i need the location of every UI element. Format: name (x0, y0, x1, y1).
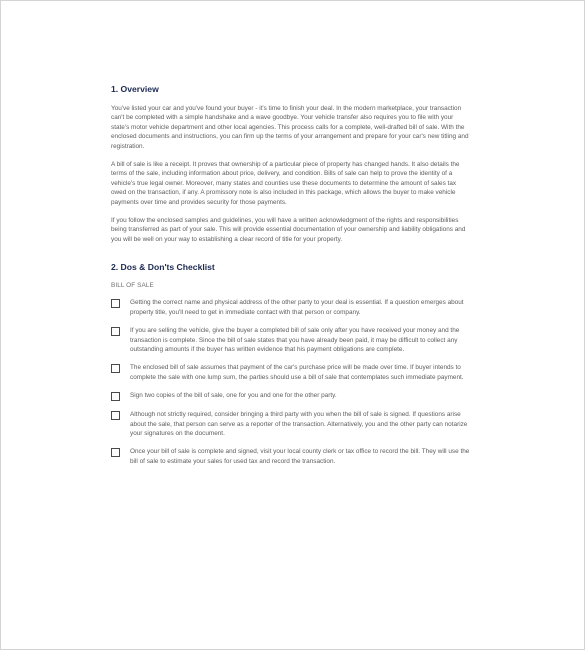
checkbox-5[interactable] (111, 411, 120, 420)
checklist-heading: 2. Dos & Don'ts Checklist (111, 262, 215, 273)
checklist-item-text: Sign two copies of the bill of sale, one for you and one for the other party. (130, 392, 337, 400)
checklist-item-text: Although not strictly required, consider bringing a third party with you when the bill of sale is signed. If questions arise about the sale, that person can serve as a reporter of the transaction. Alternatively, you and the other party can notarize your signatures on the document. (130, 411, 468, 437)
checklist-item (111, 298, 471, 317)
overview-paragraph-3: If you follow the enclosed samples and guidelines, you will have a written acknowledgment of the rights and responsibilities being transferred as part of your sale. This will provide essential documentation of your ownership and liability obligations and you will be well on your way to establishing a clear record of title for your property. (111, 217, 466, 243)
checklist-item-text: Getting the correct name and physical address of the other party to your deal is essential. If a question emerges about property title, you'll need to get in immediate contact with that person or company. (130, 299, 464, 316)
document-content (111, 83, 471, 475)
checklist-item (111, 447, 471, 466)
checkbox-6[interactable] (111, 448, 120, 457)
checklist-item (111, 410, 471, 438)
checklist-item-text: The enclosed bill of sale assumes that payment of the car's purchase price will be made over time. If buyer intends to complete the sale with one lump sum, the parties should use a bill of sale that contemplates such immediate payment. (130, 364, 464, 381)
checklist-item-text: If you are selling the vehicle, give the buyer a completed bill of sale only after you have received your money and the transaction is complete. Since the bill of sale states that you have already been paid, it may be difficult to collect any outstanding amounts if the buyer has written evidence that his payment obligations are complete. (130, 327, 460, 353)
overview-paragraph-1: You've listed your car and you've found your buyer - it's time to finish your deal. In the modern marketplace, your transaction can't be completed with a simple handshake and a wave goodbye. Your vehicle transfer also requires you to file with your state's motor vehicle department and other local agencies. This process calls for a complete, well-drafted bill of sale. With the enclosed documents and instructions, you can firm up the terms of your arrangement and prepare for your car's new titling and registration. (111, 105, 469, 150)
overview-paragraph-2: A bill of sale is like a receipt. It proves that ownership of a particular piece of property has changed hands. It also details the terms of the sale, including information about price, delivery, and condition. Bills of sale can help to prove the identity of a vehicle's true legal owner. Moreover, many states and counties use these documents to determine the amount of sales tax owed on the transaction, if any. A promissory note is also included in this package, which allows the buyer to make vehicle payments over time and provides security for those payments. (111, 161, 460, 206)
checkbox-2[interactable] (111, 327, 120, 336)
overview-heading: 1. Overview (111, 84, 159, 94)
checkbox-4[interactable] (111, 392, 120, 401)
checklist-item (111, 363, 471, 382)
checklist (111, 298, 471, 466)
checklist-item (111, 391, 471, 401)
bill-of-sale-label: BILL OF SALE (111, 282, 154, 290)
checkbox-1[interactable] (111, 299, 120, 308)
checklist-item-text: Once your bill of sale is complete and signed, visit your local county clerk or tax office to record the bill. They will use the bill of sale to estimate your sales for used tax and record the transaction. (130, 448, 470, 465)
checklist-item (111, 326, 471, 354)
checkbox-3[interactable] (111, 364, 120, 373)
